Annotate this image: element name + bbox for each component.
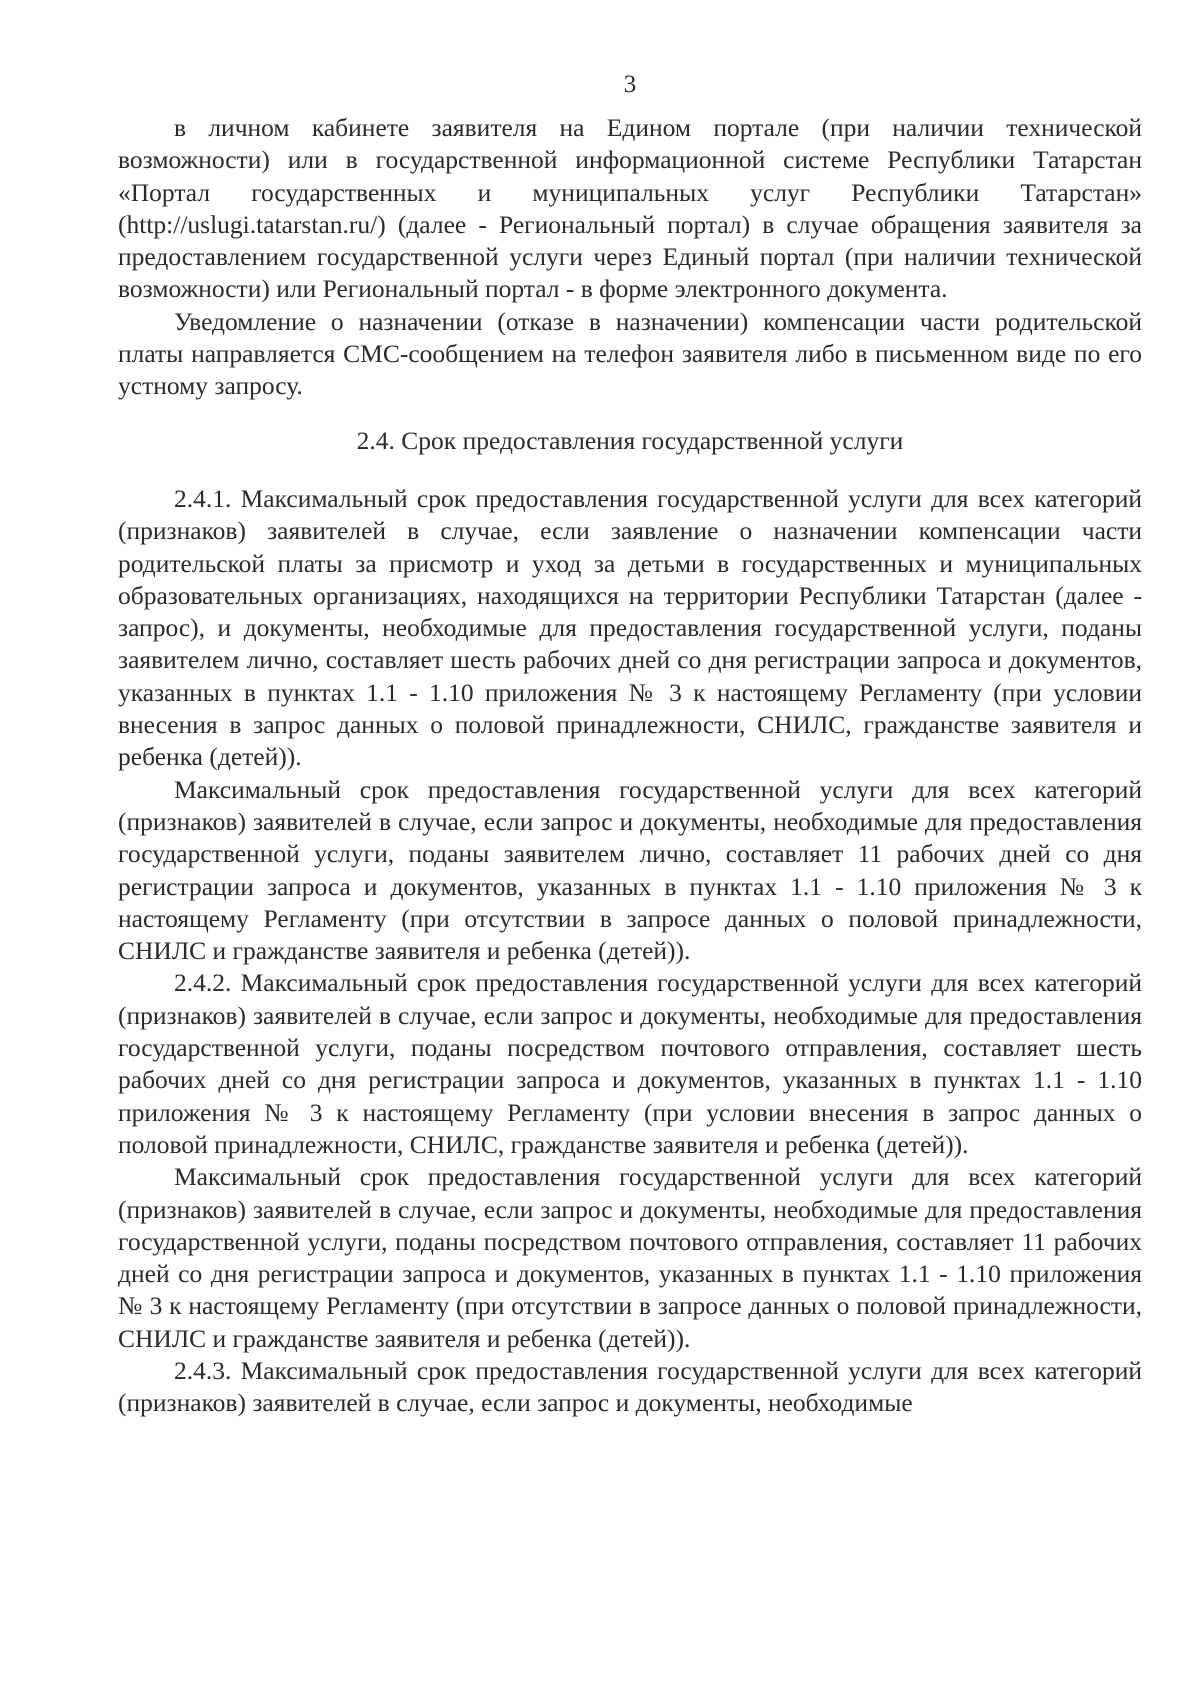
paragraph-continuation: в личном кабинете заявителя на Едином портале (при наличии технической возможности) или в государственной информационной системе Республики Татарстан «Портал государственных и муниципальных услуг Республики Татарстан» (http://uslugi.tatarstan.ru/) (далее - Региональный портал) в случае обращения заявителя за предоставлением государственной услуги через Единый портал (при наличии технической возможности) или Региональный портал - в форме электронного документа.: [118, 113, 1142, 304]
page-number: 3: [623, 71, 637, 98]
paragraph-2-4-2-b: Максимальный срок предоставления государственной услуги для всех категорий (признаков) заявителей в случае, если запрос и документы, необходимые для предоставления государственной услуги, поданы посредством почтового отправления, составляет 11 рабочих дней со дня регистрации запроса и документов, указанных в пунктах 1.1 - 1.10 приложения № 3 к настоящему Регламенту (при отсутствии в запросе данных о половой принадлежности, СНИЛС и гражданстве заявителя и ребенка (детей)).: [118, 1162, 1142, 1353]
document-body: [118, 112, 1142, 1420]
paragraph-2-4-1-b: Максимальный срок предоставления государственной услуги для всех категорий (признаков) заявителей в случае, если запрос и документы, необходимые для предоставления государственной услуги, поданы заявителем лично, составляет 11 рабочих дней со дня регистрации запроса и документов, указанных в пунктах 1.1 - 1.10 приложения № 3 к настоящему Регламенту (при отсутствии в запросе данных о половой принадлежности, СНИЛС и гражданстве заявителя и ребенка (детей)).: [118, 774, 1142, 966]
paragraph-2-4-1: 2.4.1. Максимальный срок предоставления государственной услуги для всех категорий (признаков) заявителей в случае, если заявление о назначении компенсации части родительской платы за присмотр и уход за детьми в государственных и муниципальных образовательных организациях, находящихся на территории Республики Татарстан (далее - запрос), и документы, необходимые для предоставления государственной услуги, поданы заявителем лично, составляет шесть рабочих дней со дня регистрации запроса и документов, указанных в пунктах 1.1 - 1.10 приложения № 3 к настоящему Регламенту (при условии внесения в запрос данных о половой принадлежности, СНИЛС, гражданстве заявителя и ребенка (детей)).: [118, 483, 1142, 772]
section-heading: 2.4. Срок предоставления государственной услуги: [356, 425, 904, 455]
paragraph-notification: Уведомление о назначении (отказе в назначении) компенсации части родительской платы направляется СМС-сообщением на телефон заявителя либо в письменном виде по его устному запросу.: [118, 306, 1142, 401]
paragraph-2-4-2: 2.4.2. Максимальный срок предоставления государственной услуги для всех категорий (признаков) заявителей в случае, если запрос и документы, необходимые для предоставления государственной услуги, поданы посредством почтового отправления, составляет шесть рабочих дней со дня регистрации запроса и документов, указанных в пунктах 1.1 - 1.10 приложения № 3 к настоящему Регламенту (при условии внесения в запрос данных о половой принадлежности, СНИЛС, гражданстве заявителя и ребенка (детей)).: [118, 968, 1142, 1159]
paragraph-2-4-3: 2.4.3. Максимальный срок предоставления государственной услуги для всех категорий (признаков) заявителей в случае, если запрос и документы, необходимые: [118, 1355, 1142, 1418]
